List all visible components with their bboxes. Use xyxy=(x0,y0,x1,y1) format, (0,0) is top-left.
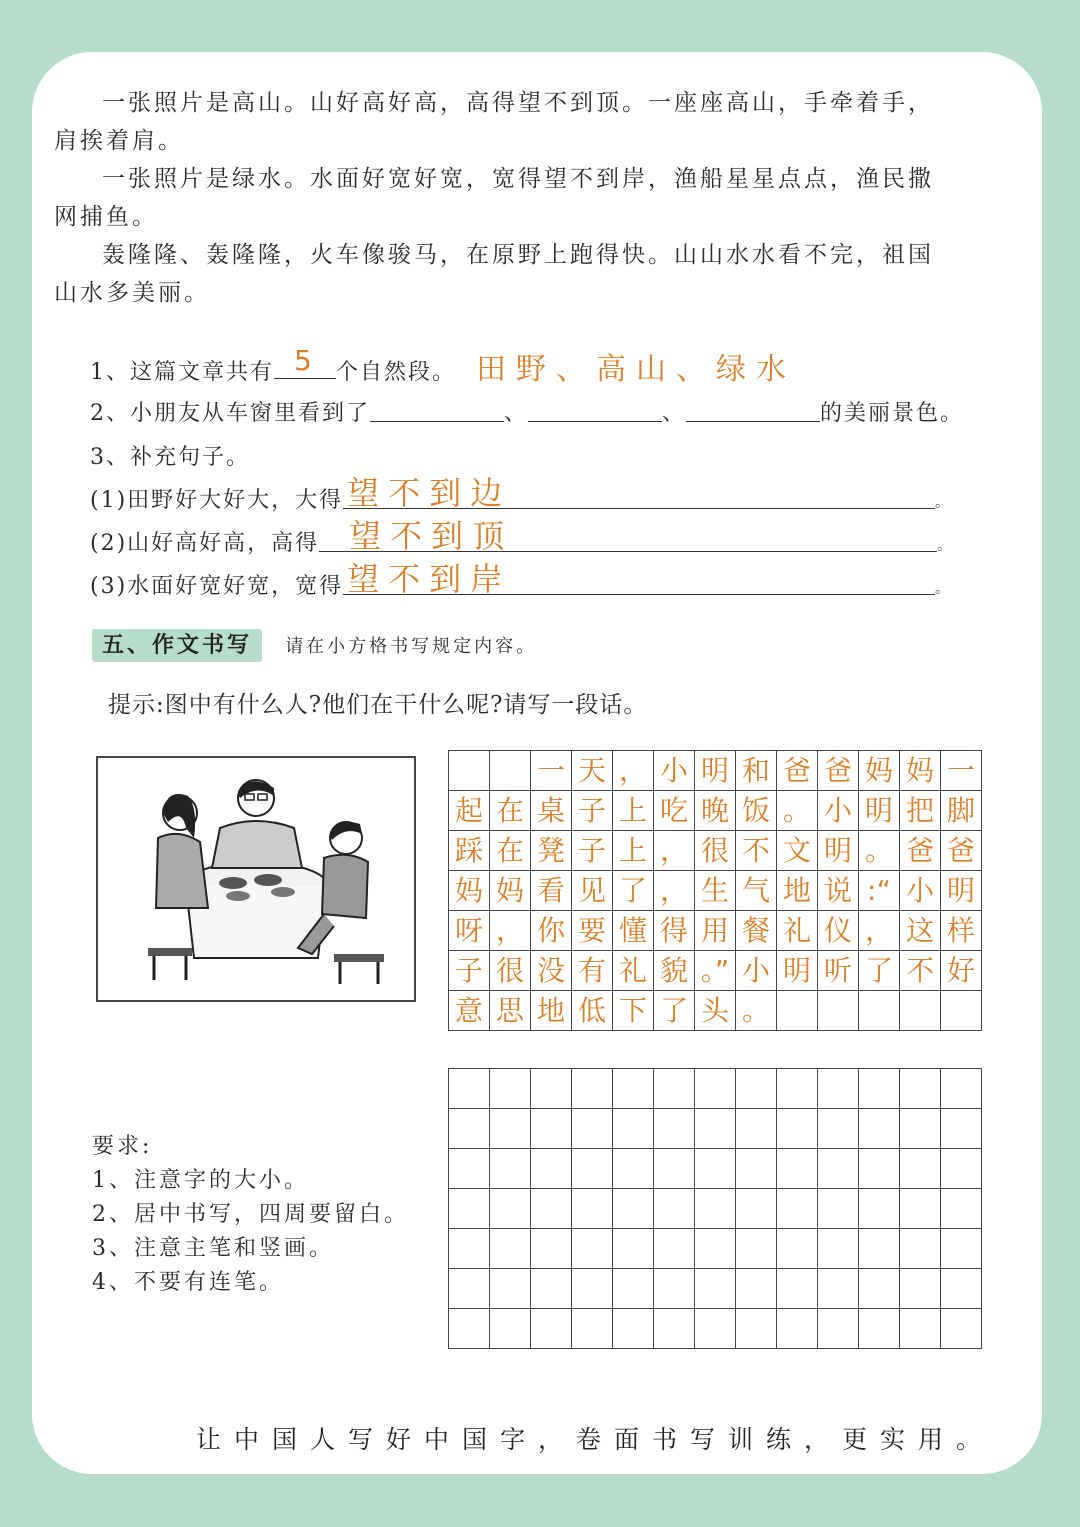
blank-grid-row xyxy=(449,1189,982,1229)
grid-cell[interactable]: 很 xyxy=(695,831,736,871)
grid-cell[interactable]: 明 xyxy=(777,951,818,991)
requirement-item: 2、居中书写，四周要留白。 xyxy=(92,1202,409,1227)
grid-cell[interactable]: 把 xyxy=(900,791,941,831)
grid-cell[interactable]: 听 xyxy=(818,951,859,991)
question-2-prefix: 2、小朋友从车窗里看到了 xyxy=(90,401,370,426)
question-1-suffix: 个自然段。 xyxy=(336,360,457,385)
blank-grid-cell[interactable] xyxy=(695,1269,736,1309)
question-2-blank-1[interactable] xyxy=(370,399,504,422)
grid-row xyxy=(449,871,982,911)
grid-cell[interactable]: ， xyxy=(654,871,695,911)
blank-grid-cell[interactable] xyxy=(695,1229,736,1269)
blank-grid-cell[interactable] xyxy=(736,1149,777,1189)
grid-cell[interactable]: 一 xyxy=(941,751,982,791)
question-2-suffix: 的美丽景色。 xyxy=(820,401,965,426)
family-dinner-illustration xyxy=(96,756,416,1002)
blank-grid-cell[interactable] xyxy=(613,1069,654,1109)
blank-grid-cell[interactable] xyxy=(654,1269,695,1309)
grid-row xyxy=(449,791,982,831)
blank-grid-cell[interactable] xyxy=(941,1109,982,1149)
grid-cell[interactable]: 小 xyxy=(818,791,859,831)
blank-grid-cell[interactable] xyxy=(531,1189,572,1229)
blank-grid-cell[interactable] xyxy=(490,1149,531,1189)
blank-grid-cell[interactable] xyxy=(736,1069,777,1109)
grid-cell[interactable]: 餐 xyxy=(736,911,777,951)
blank-grid-cell[interactable] xyxy=(777,1069,818,1109)
grid-cell[interactable]: 下 xyxy=(613,991,654,1031)
blank-grid-cell[interactable] xyxy=(531,1109,572,1149)
blank-grid-cell[interactable] xyxy=(900,1069,941,1109)
sentence-2-period: 。 xyxy=(937,538,954,554)
blank-grid-cell[interactable] xyxy=(449,1069,490,1109)
grid-row xyxy=(449,951,982,991)
blank-grid-cell[interactable] xyxy=(736,1229,777,1269)
passage-p1-line2: 肩挨着肩。 xyxy=(54,128,184,154)
blank-grid-row xyxy=(449,1149,982,1189)
grid-cell[interactable]: 礼 xyxy=(613,951,654,991)
blank-grid-cell[interactable] xyxy=(900,1189,941,1229)
grid-cell[interactable]: 天 xyxy=(572,751,613,791)
blank-grid-cell[interactable] xyxy=(572,1269,613,1309)
grid-cell[interactable] xyxy=(777,991,818,1031)
blank-grid-cell[interactable] xyxy=(572,1149,613,1189)
passage-p1-line1: 一张照片是高山。山好高好高，高得望不到顶。一座座高山，手牵着手， xyxy=(102,90,934,116)
blank-grid-cell[interactable] xyxy=(941,1149,982,1189)
grid-cell[interactable]: 不 xyxy=(736,831,777,871)
grid-cell[interactable]: 脚 xyxy=(941,791,982,831)
grid-cell[interactable]: 上 xyxy=(613,791,654,831)
grid-cell[interactable]: 生 xyxy=(695,871,736,911)
sentence-1-period: 。 xyxy=(935,495,952,511)
grid-cell[interactable]: 子 xyxy=(572,831,613,871)
question-1-prefix: 1、这篇文章共有 xyxy=(90,360,274,385)
grid-cell[interactable]: 要 xyxy=(572,911,613,951)
grid-cell[interactable] xyxy=(818,991,859,1031)
passage-p3-line2: 山水多美丽。 xyxy=(54,280,210,306)
grid-cell[interactable]: 凳 xyxy=(531,831,572,871)
blank-grid-cell[interactable] xyxy=(777,1229,818,1269)
blank-grid-cell[interactable] xyxy=(736,1269,777,1309)
grid-cell[interactable]: 貌 xyxy=(654,951,695,991)
grid-cell[interactable]: 看 xyxy=(531,871,572,911)
blank-grid-row xyxy=(449,1269,982,1309)
blank-grid-cell[interactable] xyxy=(572,1309,613,1349)
sentence-2 xyxy=(90,517,970,557)
grid-cell[interactable]: 地 xyxy=(777,871,818,911)
grid-cell[interactable]: 气 xyxy=(736,871,777,911)
blank-grid-cell[interactable] xyxy=(572,1229,613,1269)
grid-cell[interactable]: ， xyxy=(490,911,531,951)
blank-grid-cell[interactable] xyxy=(695,1149,736,1189)
question-1 xyxy=(90,344,457,386)
blank-grid-cell[interactable] xyxy=(449,1309,490,1349)
grid-cell[interactable]: 起 xyxy=(449,791,490,831)
blank-grid-cell[interactable] xyxy=(859,1229,900,1269)
section-5-instruction: 请在小方格书写规定内容。 xyxy=(285,636,538,657)
grid-cell[interactable]: ， xyxy=(859,911,900,951)
blank-grid-cell[interactable] xyxy=(777,1309,818,1349)
grid-cell[interactable]: 在 xyxy=(490,791,531,831)
blank-grid-cell[interactable] xyxy=(695,1189,736,1229)
grid-cell[interactable]: 仪 xyxy=(818,911,859,951)
grid-cell[interactable]: 不 xyxy=(900,951,941,991)
requirements xyxy=(92,1130,409,1300)
requirement-item: 3、注意主笔和竖画。 xyxy=(92,1236,334,1261)
grid-cell[interactable] xyxy=(941,991,982,1031)
blank-grid-cell[interactable] xyxy=(490,1229,531,1269)
grid-cell[interactable]: 地 xyxy=(531,991,572,1031)
blank-grid-cell[interactable] xyxy=(695,1309,736,1349)
blank-grid-cell[interactable] xyxy=(736,1309,777,1349)
grid-cell[interactable]: 文 xyxy=(777,831,818,871)
grid-cell[interactable]: 这 xyxy=(900,911,941,951)
blank-grid-cell[interactable] xyxy=(859,1309,900,1349)
grid-cell[interactable]: 桌 xyxy=(531,791,572,831)
blank-grid-cell[interactable] xyxy=(572,1109,613,1149)
grid-cell[interactable]: 爸 xyxy=(941,831,982,871)
family-dinner-icon xyxy=(98,758,414,1000)
blank-grid-cell[interactable] xyxy=(654,1149,695,1189)
grid-cell[interactable]: 子 xyxy=(572,791,613,831)
blank-grid-cell[interactable] xyxy=(818,1149,859,1189)
blank-grid-cell[interactable] xyxy=(572,1069,613,1109)
sentence-3 xyxy=(90,560,970,600)
grid-cell[interactable]: 得 xyxy=(654,911,695,951)
grid-cell[interactable]: 小 xyxy=(654,751,695,791)
blank-grid-cell[interactable] xyxy=(900,1109,941,1149)
blank-grid-cell[interactable] xyxy=(941,1309,982,1349)
question-3-title: 3、补充句子。 xyxy=(90,445,250,470)
blank-grid-cell[interactable] xyxy=(531,1149,572,1189)
question-1-answer-text: 5 xyxy=(294,344,321,377)
question-2-separator-1: 、 xyxy=(504,401,529,426)
grid-cell[interactable]: 。” xyxy=(695,951,736,991)
blank-grid-cell[interactable] xyxy=(777,1269,818,1309)
grid-cell[interactable]: 妈 xyxy=(490,871,531,911)
grid-cell[interactable]: 。 xyxy=(859,831,900,871)
blank-grid-cell[interactable] xyxy=(941,1069,982,1109)
grid-cell[interactable]: 明 xyxy=(695,751,736,791)
blank-grid-cell[interactable] xyxy=(941,1229,982,1269)
blank-grid-cell[interactable] xyxy=(777,1109,818,1149)
blank-grid-cell[interactable] xyxy=(818,1309,859,1349)
grid-cell[interactable]: 说 xyxy=(818,871,859,911)
grid-cell[interactable]: 没 xyxy=(531,951,572,991)
blank-grid-cell[interactable] xyxy=(736,1189,777,1229)
grid-cell[interactable]: 晚 xyxy=(695,791,736,831)
grid-cell[interactable]: 饭 xyxy=(736,791,777,831)
question-2-blank-3[interactable] xyxy=(686,399,820,422)
section-5-tag: 五、作文书写 xyxy=(92,629,262,662)
grid-cell[interactable]: 有 xyxy=(572,951,613,991)
blank-grid-cell[interactable] xyxy=(695,1069,736,1109)
sentence-2-prefix: (2)山好高好高，高得 xyxy=(90,531,320,556)
grid-cell[interactable]: 踩 xyxy=(449,831,490,871)
grid-cell[interactable]: 见 xyxy=(572,871,613,911)
blank-grid-cell[interactable] xyxy=(859,1149,900,1189)
blank-grid-cell[interactable] xyxy=(490,1269,531,1309)
sentence-3-answer: 望不到岸 xyxy=(347,560,512,598)
grid-cell[interactable]: 了 xyxy=(859,951,900,991)
grid-cell[interactable]: ， xyxy=(654,831,695,871)
blank-grid-row xyxy=(449,1109,982,1149)
grid-cell[interactable]: 很 xyxy=(490,951,531,991)
blank-grid-row xyxy=(449,1069,982,1109)
grid-cell[interactable]: 妈 xyxy=(900,751,941,791)
blank-grid-cell[interactable] xyxy=(654,1189,695,1229)
blank-grid-cell[interactable] xyxy=(449,1109,490,1149)
grid-cell[interactable] xyxy=(859,991,900,1031)
grid-cell[interactable]: 爸 xyxy=(900,831,941,871)
blank-grid-cell[interactable] xyxy=(449,1229,490,1269)
blank-grid-cell[interactable] xyxy=(490,1109,531,1149)
question-1-answer[interactable] xyxy=(274,344,336,379)
grid-cell[interactable]: 明 xyxy=(818,831,859,871)
passage-p2-line1: 一张照片是绿水。水面好宽好宽，宽得望不到岸，渔船星星点点，渔民撒 xyxy=(102,166,934,192)
blank-grid-cell[interactable] xyxy=(941,1189,982,1229)
grid-row xyxy=(449,991,982,1031)
grid-cell[interactable]: 一 xyxy=(531,751,572,791)
reading-passage xyxy=(54,84,1004,312)
grid-cell[interactable]: 用 xyxy=(695,911,736,951)
sentence-3-period: 。 xyxy=(935,581,952,597)
grid-cell[interactable]: 明 xyxy=(859,791,900,831)
blank-grid-cell[interactable] xyxy=(736,1109,777,1149)
blank-grid-cell[interactable] xyxy=(531,1069,572,1109)
grid-cell[interactable]: 爸 xyxy=(818,751,859,791)
sentence-1 xyxy=(90,474,970,514)
blank-grid-row xyxy=(449,1229,982,1269)
passage-p2-line2: 网捕鱼。 xyxy=(54,204,158,230)
blank-grid-cell[interactable] xyxy=(531,1309,572,1349)
blank-grid-cell[interactable] xyxy=(613,1189,654,1229)
blank-grid-cell[interactable] xyxy=(859,1269,900,1309)
blank-grid-cell[interactable] xyxy=(654,1109,695,1149)
blank-grid-cell[interactable] xyxy=(900,1309,941,1349)
grid-cell[interactable] xyxy=(900,991,941,1031)
sentence-3-answer-line[interactable] xyxy=(343,560,935,598)
blank-grid-cell[interactable] xyxy=(859,1189,900,1229)
grid-cell[interactable]: 。 xyxy=(736,991,777,1031)
blank-grid-cell[interactable] xyxy=(613,1309,654,1349)
blank-grid-cell[interactable] xyxy=(900,1269,941,1309)
sentence-1-answer-line[interactable] xyxy=(343,474,935,512)
blank-grid-cell[interactable] xyxy=(654,1229,695,1269)
grid-cell[interactable]: ， xyxy=(613,751,654,791)
grid-cell[interactable]: 了 xyxy=(613,871,654,911)
blank-grid-cell[interactable] xyxy=(654,1069,695,1109)
question-2-blank-2[interactable] xyxy=(528,399,662,422)
grid-cell[interactable]: 了 xyxy=(654,991,695,1031)
blank-grid-cell[interactable] xyxy=(941,1269,982,1309)
grid-cell[interactable]: 礼 xyxy=(777,911,818,951)
question-2-separator-2: 、 xyxy=(662,401,687,426)
requirement-item: 4、不要有连笔。 xyxy=(92,1270,284,1295)
grid-cell[interactable] xyxy=(490,751,531,791)
grid-cell[interactable]: 头 xyxy=(695,991,736,1031)
grid-cell[interactable]: 你 xyxy=(531,911,572,951)
blank-grid-cell[interactable] xyxy=(818,1069,859,1109)
blank-grid-cell[interactable] xyxy=(777,1149,818,1189)
blank-grid-cell[interactable] xyxy=(572,1189,613,1229)
grid-row xyxy=(449,911,982,951)
blank-grid-cell[interactable] xyxy=(818,1189,859,1229)
sentence-2-answer-line[interactable] xyxy=(319,517,937,555)
blank-grid-cell[interactable] xyxy=(818,1269,859,1309)
grid-cell[interactable]: 在 xyxy=(490,831,531,871)
passage-p3-line1: 轰隆隆、轰隆隆，火车像骏马，在原野上跑得快。山山水水看不完，祖国 xyxy=(102,242,934,268)
question-2-handwritten-answer: 田野、高山、绿水 xyxy=(476,352,796,387)
sentence-1-prefix: (1)田野好大好大，大得 xyxy=(90,488,344,513)
grid-cell[interactable]: 低 xyxy=(572,991,613,1031)
blank-grid-row xyxy=(449,1309,982,1349)
blank-grid-cell[interactable] xyxy=(859,1069,900,1109)
grid-row xyxy=(449,831,982,871)
section-5-header xyxy=(92,628,537,659)
blank-grid-cell[interactable] xyxy=(900,1229,941,1269)
blank-grid-cell[interactable] xyxy=(818,1229,859,1269)
blank-grid-cell[interactable] xyxy=(859,1109,900,1149)
blank-grid-cell[interactable] xyxy=(777,1189,818,1229)
grid-cell[interactable]: 意 xyxy=(449,991,490,1031)
sentence-3-prefix: (3)水面好宽好宽，宽得 xyxy=(90,574,344,599)
grid-cell[interactable]: 。 xyxy=(777,791,818,831)
grid-cell[interactable]: 懂 xyxy=(613,911,654,951)
blank-grid-cell[interactable] xyxy=(654,1309,695,1349)
blank-grid-cell[interactable] xyxy=(818,1109,859,1149)
sentence-2-answer: 望不到顶 xyxy=(349,517,514,555)
grid-cell[interactable]: :“ xyxy=(859,871,900,911)
blank-grid-cell[interactable] xyxy=(531,1269,572,1309)
grid-cell[interactable]: 明 xyxy=(941,871,982,911)
blank-grid-cell[interactable] xyxy=(695,1109,736,1149)
grid-cell[interactable]: 样 xyxy=(941,911,982,951)
blank-grid-cell[interactable] xyxy=(490,1189,531,1229)
grid-cell[interactable]: 和 xyxy=(736,751,777,791)
footer-slogan: 让中国人写好中国字，卷面书写训练，更实用。 xyxy=(196,1425,995,1454)
essay-writing-grid xyxy=(448,750,982,1031)
blank-grid-cell[interactable] xyxy=(449,1149,490,1189)
grid-cell[interactable]: 呀 xyxy=(449,911,490,951)
sentence-1-answer: 望不到边 xyxy=(347,474,512,512)
grid-cell[interactable]: 思 xyxy=(490,991,531,1031)
blank-grid-cell[interactable] xyxy=(449,1269,490,1309)
grid-cell[interactable]: 上 xyxy=(613,831,654,871)
grid-cell[interactable] xyxy=(449,751,490,791)
blank-grid-cell[interactable] xyxy=(900,1149,941,1189)
grid-cell[interactable]: 妈 xyxy=(449,871,490,911)
grid-row xyxy=(449,751,982,791)
grid-cell[interactable]: 吃 xyxy=(654,791,695,831)
blank-grid-cell[interactable] xyxy=(531,1229,572,1269)
blank-grid-cell[interactable] xyxy=(490,1309,531,1349)
question-2 xyxy=(90,396,964,427)
blank-grid-cell[interactable] xyxy=(613,1149,654,1189)
grid-cell[interactable]: 子 xyxy=(449,951,490,991)
grid-cell[interactable]: 小 xyxy=(900,871,941,911)
blank-grid-cell[interactable] xyxy=(613,1229,654,1269)
blank-grid-cell[interactable] xyxy=(449,1189,490,1229)
grid-cell[interactable]: 妈 xyxy=(859,751,900,791)
section-5-hint: 提示:图中有什么人?他们在干什么呢?请写一段话。 xyxy=(108,692,648,718)
blank-writing-grid xyxy=(448,1068,982,1349)
grid-cell[interactable]: 好 xyxy=(941,951,982,991)
requirement-item: 1、注意字的大小。 xyxy=(92,1168,309,1193)
grid-cell[interactable]: 小 xyxy=(736,951,777,991)
blank-grid-cell[interactable] xyxy=(490,1069,531,1109)
blank-grid-cell[interactable] xyxy=(613,1269,654,1309)
grid-cell[interactable]: 爸 xyxy=(777,751,818,791)
requirements-title: 要求: xyxy=(92,1134,153,1159)
blank-grid-cell[interactable] xyxy=(613,1109,654,1149)
